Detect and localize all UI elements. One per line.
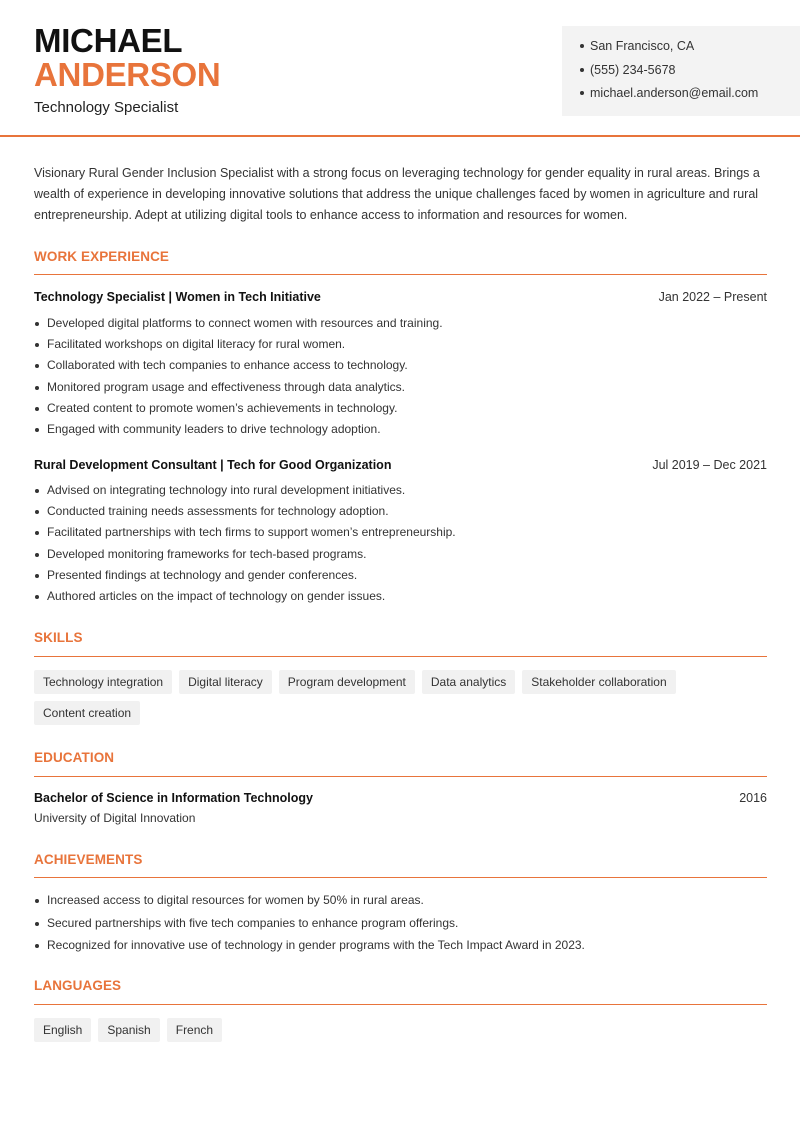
section-title-education: EDUCATION [34,750,115,765]
skill-tag: Stakeholder collaboration [522,670,675,694]
list-item [34,546,774,567]
skill-tag: Digital literacy [179,670,272,694]
list-item [34,588,774,609]
bullet-icon [35,944,39,948]
list-item-text: Collaborated with tech companies to enhance access to technology. [47,358,408,373]
skill-tag: Content creation [34,701,140,725]
language-tag: French [167,1018,222,1042]
bullet-icon [580,44,584,48]
education-school: University of Digital Innovation [34,811,196,825]
achievements-list [34,892,774,960]
list-item-text: Recognized for innovative use of technology in gender programs with the Tech Impact Award in 2023. [47,938,585,952]
skill-tag: Program development [279,670,415,694]
list-item [34,937,774,960]
job-bullet-list [34,482,774,609]
list-item [34,915,774,938]
section-divider [34,776,767,777]
section-divider [34,656,767,657]
list-item-text: Facilitated partnerships with tech firms to support women’s entrepreneurship. [47,525,456,540]
list-item-text: Secured partnerships with five tech companies to enhance program offerings. [47,915,459,930]
bullet-icon [35,428,39,432]
list-item-text: Developed digital platforms to connect women with resources and training. [47,316,443,330]
language-tag: Spanish [98,1018,159,1042]
bullet-icon [35,343,39,347]
bullet-icon [580,91,584,95]
job-bullet-list [34,315,774,442]
contact-location-text: San Francisco, CA [590,39,695,53]
bullet-icon [35,364,39,368]
list-item [34,524,774,545]
first-name: MICHAEL [34,22,183,59]
job-title: Technology Specialist [34,99,179,116]
contact-box [562,26,800,116]
list-item-text: Developed monitoring frameworks for tech-based programs. [47,546,367,561]
section-title-languages: LANGUAGES [34,978,122,993]
contact-location [580,37,800,61]
section-divider [34,274,767,275]
list-item-text: Authored articles on the impact of technology on gender issues. [47,588,386,603]
list-item-text: Engaged with community leaders to drive technology adoption. [47,421,381,436]
list-item-text: Facilitated workshops on digital literacy for rural women. [47,337,346,352]
bullet-icon [35,553,39,557]
list-item [34,482,774,503]
skills-tag-list [34,670,774,732]
skill-tag: Data analytics [422,670,515,694]
contact-phone [580,61,800,85]
bullet-icon [580,68,584,72]
bullet-icon [35,595,39,599]
job-heading: Rural Development Consultant | Tech for Good Organization [34,458,392,472]
contact-email [580,84,800,108]
summary-paragraph: Visionary Rural Gender Inclusion Specialist with a strong focus on leveraging technology for gender equality in rural areas. Brings a wealth of experience in developing innovative solutions that address the unique challenges faced by women in agriculture and rural entrepreneurship. Adept at utilizing digital tools to enhance access to information and resources for women. [34,166,760,222]
section-title-achievements: ACHIEVEMENTS [34,852,143,867]
bullet-icon [35,531,39,535]
contact-email-text: michael.anderson@email.com [590,86,759,100]
job-heading: Technology Specialist | Women in Tech Initiative [34,290,321,304]
list-item [34,336,774,357]
bullet-icon [35,489,39,493]
education-degree: Bachelor of Science in Information Technology [34,791,313,805]
section-divider [34,1004,767,1005]
list-item-text: Created content to promote women’s achievements in technology. [47,400,398,415]
bullet-icon [35,322,39,326]
list-item-text: Increased access to digital resources for women by 50% in rural areas. [47,893,424,907]
section-divider [34,877,767,878]
list-item-text: Conducted training needs assessments for technology adoption. [47,504,389,519]
bullet-icon [35,386,39,390]
education-year: 2016 [739,791,767,805]
list-item [34,400,774,421]
list-item-text: Monitored program usage and effectiveness through data analytics. [47,379,405,394]
list-item [34,421,774,442]
list-item [34,567,774,588]
section-title-skills: SKILLS [34,630,83,645]
list-item [34,357,774,378]
list-item [34,315,774,336]
list-item-text: Advised on integrating technology into rural development initiatives. [47,483,406,497]
list-item [34,503,774,524]
list-item-text: Presented findings at technology and gender conferences. [47,567,358,582]
resume-header [0,0,800,137]
bullet-icon [35,407,39,411]
bullet-icon [35,510,39,514]
skill-tag: Technology integration [34,670,172,694]
section-title-work: WORK EXPERIENCE [34,249,170,264]
job-dates: Jan 2022 – Present [658,290,767,304]
languages-tag-list [34,1018,774,1049]
list-item [34,892,774,915]
language-tag: English [34,1018,91,1042]
bullet-icon [35,922,39,926]
bullet-icon [35,574,39,578]
contact-phone-text: (555) 234-5678 [590,62,676,77]
job-dates: Jul 2019 – Dec 2021 [652,458,767,472]
list-item [34,379,774,400]
bullet-icon [35,899,39,903]
last-name: ANDERSON [34,56,221,93]
